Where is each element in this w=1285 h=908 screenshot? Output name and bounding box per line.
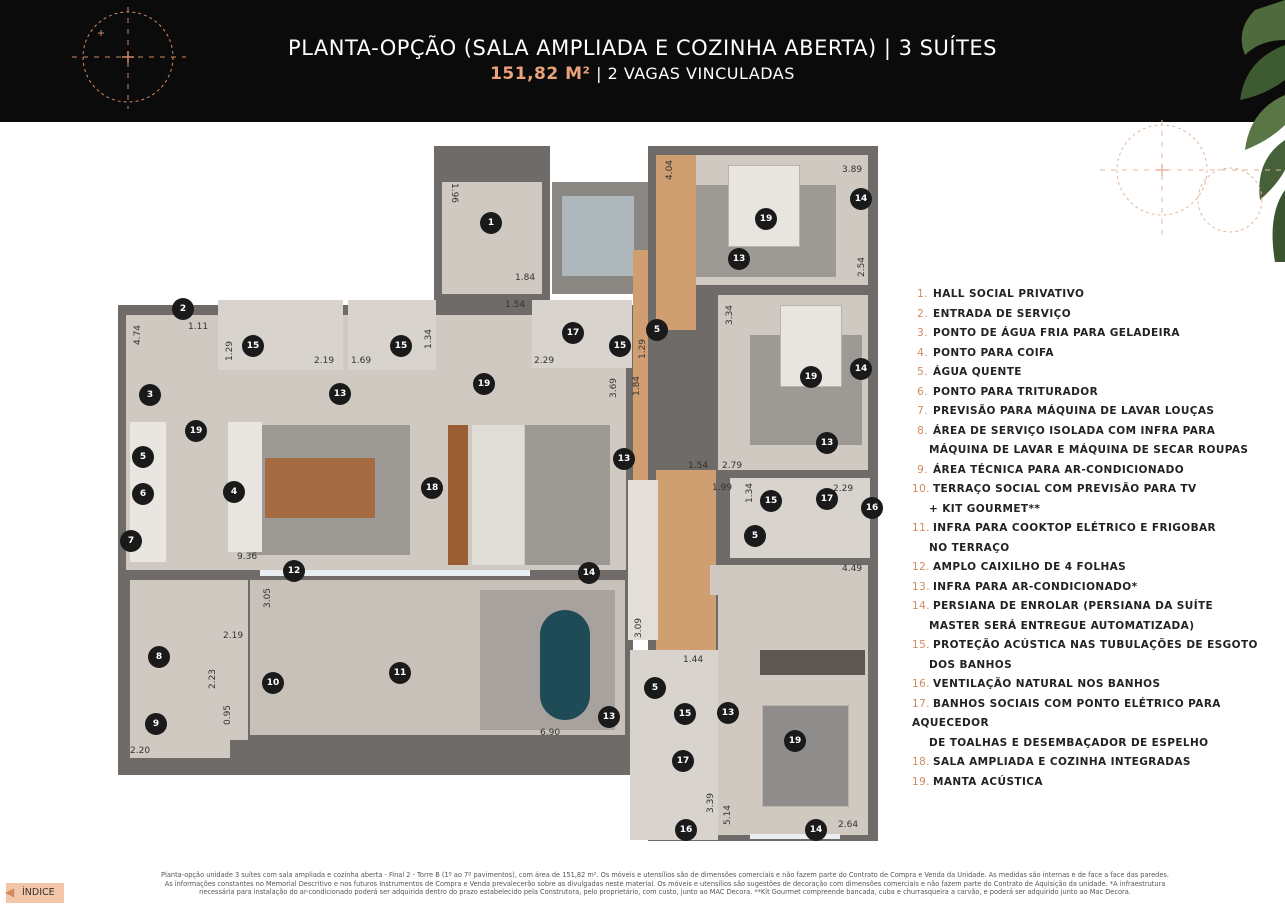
marker-19: 19 [755, 208, 777, 230]
dimension-label: 2.19 [314, 356, 335, 366]
marker-19: 19 [784, 730, 806, 752]
subtitle-separator: | [596, 64, 602, 83]
dimension-label: 5.14 [723, 804, 734, 826]
marker-13: 13 [717, 702, 739, 724]
dimension-label: 3.05 [263, 587, 274, 609]
legend-item-continuation: DE TOALHAS E DESEMBAÇADOR DE ESPELHO [929, 736, 1209, 749]
legend-item: 11. INFRA PARA COOKTOP ELÉTRICO E FRIGOBAR [912, 522, 1217, 534]
marker-1: 1 [480, 212, 502, 234]
crosshair-ornament-icon [70, 5, 190, 115]
legend-item: 5. ÁGUA QUENTE [917, 366, 1022, 378]
dimension-label: 1.96 [449, 182, 460, 204]
marker-11: 11 [389, 662, 411, 684]
area-value: 151,82 M² [490, 64, 591, 84]
marker-19: 19 [185, 420, 207, 442]
legend-item-continuation: DOS BANHOS [929, 658, 1013, 671]
dimension-label: 1.34 [745, 482, 756, 504]
dimension-label: 2.29 [534, 356, 555, 366]
marker-13: 13 [329, 383, 351, 405]
marker-14: 14 [850, 188, 872, 210]
dimension-label: 3.34 [725, 304, 736, 326]
dimension-label: 1.69 [351, 356, 372, 366]
marker-5: 5 [744, 525, 766, 547]
marker-18: 18 [421, 477, 443, 499]
dimension-label: 2.23 [208, 668, 219, 690]
legend-item: 8. ÁREA DE SERVIÇO ISOLADA COM INFRA PARA [917, 424, 1216, 437]
legend-item: 17. BANHOS SOCIAIS COM PONTO ELÉTRICO PARA AQUECEDOR [912, 697, 1221, 729]
dimension-label: 6.90 [540, 728, 561, 738]
dimension-label: 1.44 [683, 655, 704, 665]
legend-item-continuation: NO TERRAÇO [929, 541, 1010, 554]
legend-item: 7. PREVISÃO PARA MÁQUINA DE LAVAR LOUÇAS [917, 405, 1215, 417]
legend-item: 14. PERSIANA DE ENROLAR (PERSIANA DA SUÍTE [912, 600, 1214, 612]
marker-5: 5 [132, 446, 154, 468]
legend-item: 13. INFRA PARA AR-CONDICIONADO* [912, 580, 1138, 593]
legend-item: 10. TERRAÇO SOCIAL COM PREVISÃO PARA TV [912, 483, 1197, 495]
dimension-label: 1.84 [632, 375, 643, 397]
legend-item: 12. AMPLO CAIXILHO DE 4 FOLHAS [912, 561, 1127, 573]
dimension-label: 2.64 [838, 820, 859, 830]
dimension-label: 1.99 [712, 483, 733, 493]
marker-14: 14 [850, 358, 872, 380]
marker-15: 15 [242, 335, 264, 357]
dining-table [265, 458, 375, 518]
dimension-label: 3.69 [609, 377, 620, 399]
legend-item-continuation: MASTER SERÁ ENTREGUE AUTOMATIZADA) [929, 619, 1195, 632]
arrow-left-icon: ◀ [5, 885, 15, 899]
crosshair-ornament-right-icon [1100, 120, 1285, 240]
terrace-sofa [540, 610, 590, 720]
dimension-label: 0.95 [223, 704, 234, 726]
marker-15: 15 [609, 335, 631, 357]
dimension-label: 3.39 [706, 792, 717, 814]
legend-item-continuation: MÁQUINA DE LAVAR E MÁQUINA DE SECAR ROUPAS [929, 444, 1249, 456]
marker-19: 19 [800, 366, 822, 388]
dimension-label: 1.29 [225, 340, 236, 362]
marker-10: 10 [262, 672, 284, 694]
index-button[interactable] [6, 883, 64, 903]
marker-15: 15 [390, 335, 412, 357]
marker-2: 2 [172, 298, 194, 320]
dimension-label: 2.79 [722, 461, 743, 471]
legend-item: 4. PONTO PARA COIFA [917, 346, 1054, 359]
dimension-label: 3.09 [634, 617, 645, 639]
dimension-label: 2.19 [223, 631, 244, 641]
suite-1-floor [656, 155, 696, 330]
marker-12: 12 [283, 560, 305, 582]
legend-item: 18. SALA AMPLIADA E COZINHA INTEGRADAS [912, 756, 1191, 768]
legend-item: 2. ENTRADA DE SERVIÇO [917, 307, 1072, 320]
legend-item: 9. ÁREA TÉCNICA PARA AR-CONDICIONADO [917, 463, 1185, 476]
disclaimer-line: Planta-opção unidade 3 suítes com sala ampliada e cozinha aberta - Final 2 - Torre B (1º ao 7º pavimentos), com área de 151,82 m². Os móveis e utensílios são de dimensões comerciais e não fazem parte do Contrato de Compra e Venda da Unidade. As medidas são internas e de face a face das paredes. [161, 871, 1169, 879]
marker-17: 17 [816, 488, 838, 510]
marker-5: 5 [644, 677, 666, 699]
legend-item: 1. HALL SOCIAL PRIVATIVO [917, 288, 1085, 300]
legend-item: 6. PONTO PARA TRITURADOR [917, 385, 1099, 398]
parking-text: 2 VAGAS VINCULADAS [607, 64, 795, 83]
dimension-label: 1.84 [515, 273, 536, 283]
dimension-label: 2.29 [833, 484, 854, 494]
dimension-label: 1.11 [188, 322, 209, 332]
marker-9: 9 [145, 713, 167, 735]
disclaimer-text [105, 871, 1225, 897]
marker-16: 16 [861, 497, 883, 519]
marker-3: 3 [139, 384, 161, 406]
marker-13: 13 [728, 248, 750, 270]
header-bar [0, 0, 1285, 122]
legend-item: 16. VENTILAÇÃO NATURAL NOS BANHOS [912, 678, 1161, 690]
marker-7: 7 [120, 530, 142, 552]
marker-17: 17 [562, 322, 584, 344]
marker-14: 14 [805, 819, 827, 841]
dimension-label: 4.74 [133, 324, 144, 346]
marker-4: 4 [223, 481, 245, 503]
marker-13: 13 [613, 448, 635, 470]
marker-17: 17 [672, 750, 694, 772]
legend-item: 15. PROTEÇÃO ACÚSTICA NAS TUBULAÇÕES DE ESGOTO [912, 639, 1258, 651]
dimension-label: 9.36 [237, 552, 258, 562]
marker-6: 6 [132, 483, 154, 505]
marker-13: 13 [598, 706, 620, 728]
marker-8: 8 [148, 646, 170, 668]
marker-19: 19 [473, 373, 495, 395]
dimension-label: 2.54 [857, 256, 868, 278]
index-button-label: ÍNDICE [22, 887, 55, 898]
disclaimer-line: As informações constantes no Memorial Descritivo e nos futuros Instrumentos de Compra e Venda prevalecerão sobre as divulgadas neste material. Os móveis e utensílios são sugestões de decoração com dimensões comerciais e não fazem parte do Contrato de Aquisição da unidade. *A infraestrutura [164, 879, 1166, 888]
dimension-label: 1.54 [505, 300, 526, 310]
dimension-label: 3.89 [842, 165, 863, 175]
marker-15: 15 [674, 703, 696, 725]
closet-wood [628, 480, 658, 640]
legend-list [912, 285, 1272, 792]
marker-16: 16 [675, 819, 697, 841]
window-14-master [750, 834, 840, 839]
bath-master [630, 650, 718, 840]
tv-panel [448, 425, 468, 565]
marker-15: 15 [760, 490, 782, 512]
legend-item: 19. MANTA ACÚSTICA [912, 775, 1043, 788]
floor-plan [100, 140, 900, 840]
suite-1-bed [728, 165, 800, 247]
dimension-label: 1.29 [638, 338, 649, 360]
page-title: PLANTA-OPÇÃO (SALA AMPLIADA E COZINHA ABERTA) | 3 SUÍTES [288, 36, 997, 60]
master-bed [762, 705, 849, 807]
dimension-label: 2.20 [130, 746, 151, 756]
dimension-label: 4.49 [842, 564, 863, 574]
master-desk [760, 650, 865, 675]
dimension-label: 4.04 [665, 159, 676, 181]
dimension-label: 1.34 [424, 328, 435, 350]
page-subtitle [0, 64, 1285, 84]
legend-item-continuation: + KIT GOURMET** [929, 502, 1041, 515]
living-rug [525, 425, 610, 565]
marker-5: 5 [646, 319, 668, 341]
marker-14: 14 [578, 562, 600, 584]
legend-item: 3. PONTO DE ÁGUA FRIA PARA GELADEIRA [917, 327, 1180, 339]
dimension-label: 1.54 [688, 461, 709, 471]
elevator-cabin [562, 196, 634, 276]
sofa [472, 425, 524, 565]
disclaimer-line: necessária para instalação do ar-condicionado poderá ser adquirida dentro do prazo estabelecido pela Construtora, pelo proprietário, com custo, junto ao MAC Decora. **Kit Gourmet compreende bancada, cuba e churrasqueira a carvão, e poderá ser adquirido junto ao Mac Decora. [199, 888, 1131, 897]
hall-floor [656, 470, 716, 650]
marker-13: 13 [816, 432, 838, 454]
